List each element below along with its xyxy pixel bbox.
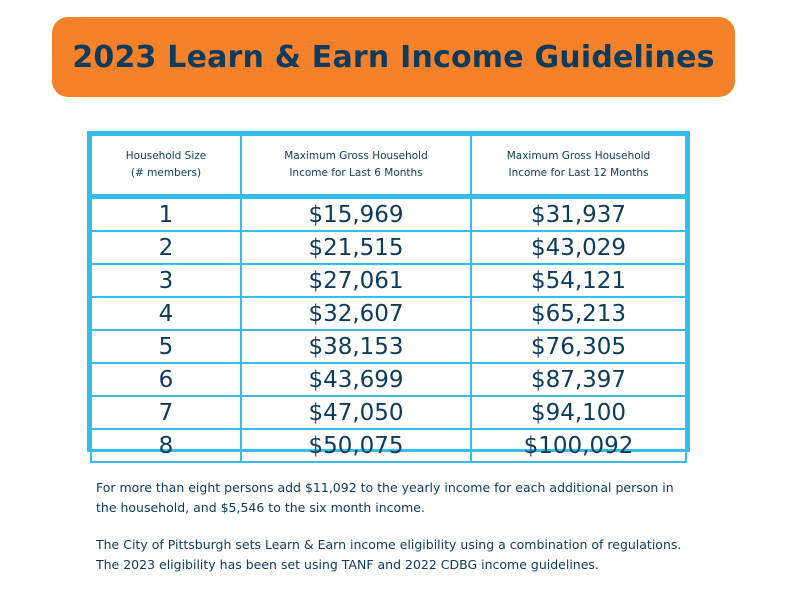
- page-title: 2023 Learn & Earn Income Guidelines: [72, 39, 715, 75]
- cell-six-month-income: $50,075: [241, 429, 471, 462]
- note-eligibility-source: The City of Pittsburgh sets Learn & Earn income eligibility using a combination of regulations. The 2023 eligibility has been set using TANF and 2022 CDBG income guidelines.: [96, 537, 682, 572]
- cell-household-size: 6: [91, 363, 241, 396]
- cell-household-size: 8: [91, 429, 241, 462]
- header-twelve-month-line1: Maximum Gross Household: [506, 150, 651, 162]
- table-row: [91, 231, 686, 264]
- cell-twelve-month-income: $65,213: [471, 297, 686, 330]
- header-household-size: [91, 135, 241, 197]
- cell-household-size: 4: [91, 297, 241, 330]
- table-row: [91, 197, 686, 232]
- income-guidelines-table-wrapper: [87, 131, 690, 459]
- table-row: [91, 264, 686, 297]
- cell-six-month-income: $32,607: [241, 297, 471, 330]
- table-row: [91, 297, 686, 330]
- cell-twelve-month-income: $43,029: [471, 231, 686, 264]
- income-guidelines-table: [90, 134, 687, 463]
- header-household-size-line2: (# members): [130, 167, 202, 179]
- cell-six-month-income: $38,153: [241, 330, 471, 363]
- cell-household-size: 3: [91, 264, 241, 297]
- guideline-notes: [96, 478, 696, 592]
- table-row: [91, 429, 686, 462]
- header-six-month-line1: Maximum Gross Household: [284, 150, 428, 162]
- cell-twelve-month-income: $100,092: [471, 429, 686, 462]
- cell-twelve-month-income: $76,305: [471, 330, 686, 363]
- table-row: [91, 396, 686, 429]
- cell-twelve-month-income: $94,100: [471, 396, 686, 429]
- cell-household-size: 2: [91, 231, 241, 264]
- cell-household-size: 7: [91, 396, 241, 429]
- header-twelve-month-line2: Income for Last 12 Months: [508, 167, 649, 179]
- title-banner: [52, 17, 735, 97]
- header-household-size-line1: Household Size: [125, 150, 207, 162]
- cell-six-month-income: $47,050: [241, 396, 471, 429]
- table-header-row: [91, 135, 686, 197]
- cell-household-size: 1: [91, 197, 241, 232]
- cell-twelve-month-income: $54,121: [471, 264, 686, 297]
- header-twelve-month-income: [471, 135, 686, 197]
- cell-six-month-income: $43,699: [241, 363, 471, 396]
- cell-six-month-income: $15,969: [241, 197, 471, 232]
- table-row: [91, 363, 686, 396]
- cell-six-month-income: $27,061: [241, 264, 471, 297]
- cell-twelve-month-income: $87,397: [471, 363, 686, 396]
- cell-twelve-month-income: $31,937: [471, 197, 686, 232]
- cell-household-size: 5: [91, 330, 241, 363]
- header-six-month-line2: Income for Last 6 Months: [289, 167, 423, 179]
- header-six-month-income: [241, 135, 471, 197]
- note-additional-persons: For more than eight persons add $11,092 to the yearly income for each additional person in the household, and $5,546 to the six month income.: [96, 480, 674, 515]
- cell-six-month-income: $21,515: [241, 231, 471, 264]
- table-row: [91, 330, 686, 363]
